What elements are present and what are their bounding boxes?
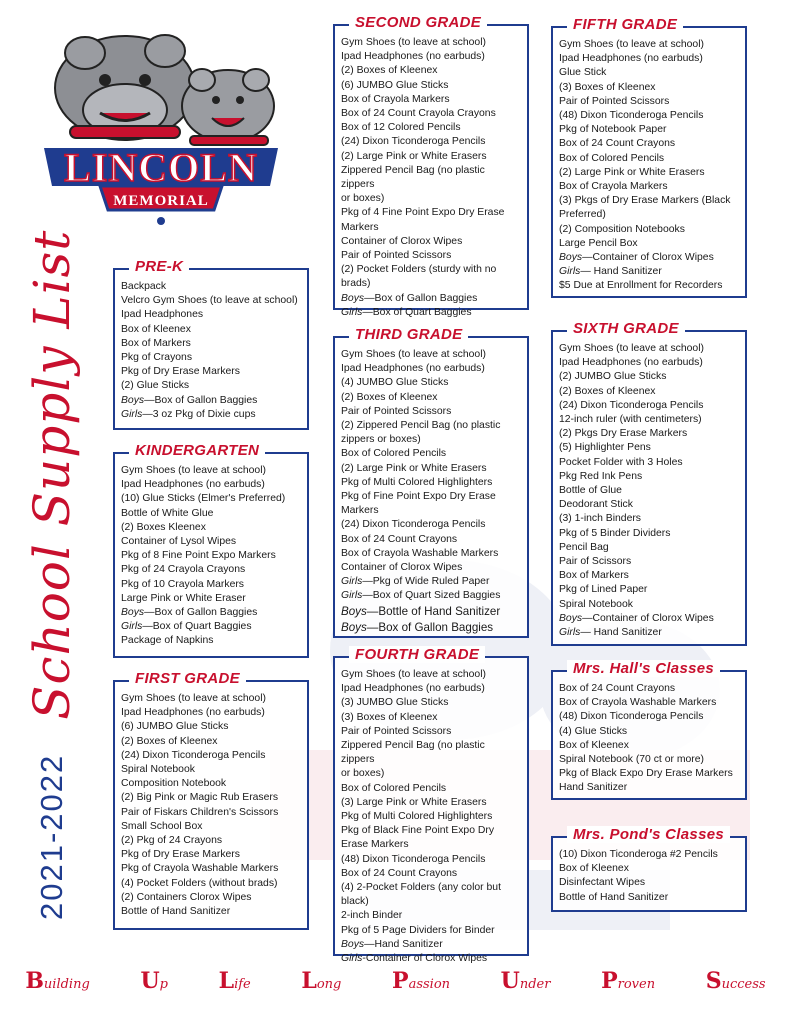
supply-item: or boxes): [341, 768, 385, 780]
section-heading: Mrs. Pond's Classes: [567, 826, 730, 843]
section-heading: THIRD GRADE: [349, 326, 468, 343]
supply-item: (6) JUMBO Glue Sticks: [341, 79, 449, 91]
supply-item: Markers: [341, 505, 379, 517]
gender-label: Boys: [341, 292, 365, 304]
motto-rest: assion: [408, 977, 451, 992]
supply-item: [559, 265, 739, 279]
gender-label: Boys: [121, 394, 145, 406]
supply-item: Spiral Notebook: [559, 598, 633, 610]
supply-item: Ipad Headphones (no earbuds): [341, 51, 485, 63]
supply-item: (24) Dixon Ticonderoga Pencils: [559, 399, 704, 411]
supply-item: [341, 620, 521, 636]
supply-item: Pkg of Black Fine Point Expo Dry: [341, 825, 495, 837]
supply-item: Gym Shoes (to leave at school): [121, 465, 266, 476]
supply-item: Pair of Pointed Scissors: [341, 725, 452, 737]
supply-item: (2) Boxes of Kleenex: [341, 65, 438, 77]
supply-item: zippers or boxes): [341, 434, 421, 446]
supply-item: Package of Napkins: [121, 635, 214, 647]
gender-label: Girls: [341, 590, 363, 602]
supply-item: Small School Box: [121, 820, 203, 832]
supply-item: Box of Crayola Markers: [559, 181, 668, 193]
item-text: —Box of Gallon Baggies: [144, 394, 258, 406]
supply-item: Box of Kleenex: [559, 739, 629, 751]
item-text: —Box of Gallon Baggies: [366, 620, 494, 634]
supply-item: [341, 604, 521, 620]
supply-item: Pkg of Multi Colored Highlighters: [341, 811, 493, 823]
item-text: —Bottle of Hand Sanitizer: [366, 604, 501, 618]
item-text: —Box of Gallon Baggies: [364, 292, 478, 304]
supply-item: Pkg of 4 Fine Point Expo Dry Erase: [341, 207, 505, 219]
gender-label: Boys: [341, 604, 367, 618]
supply-item: [121, 620, 301, 634]
motto-initial: U: [140, 968, 160, 994]
motto-word: [25, 968, 89, 994]
supply-item: (48) Dixon Ticonderoga Pencils: [559, 110, 704, 122]
supply-item: (4) JUMBO Glue Sticks: [341, 377, 449, 389]
supply-item: black): [341, 896, 369, 908]
supply-item: Glue Stick: [559, 67, 607, 79]
supply-item: Box of Colored Pencils: [341, 448, 447, 460]
supply-item: Box of 12 Colored Pencils: [341, 122, 461, 134]
supply-item: (24) Dixon Ticonderoga Pencils: [341, 519, 486, 531]
section-first-grade: [113, 670, 309, 930]
gender-label: Boys: [559, 612, 583, 624]
supply-item: Box of 24 Count Crayons: [559, 683, 676, 694]
supply-item: Container of Clorox Wipes: [341, 562, 463, 574]
motto-rest: ife: [234, 977, 251, 992]
supply-item: [341, 938, 521, 952]
supply-item: [121, 394, 301, 408]
motto-word: [219, 968, 251, 994]
item-text: —Box of Quart Baggies: [362, 306, 472, 318]
gender-label: Girls: [121, 621, 143, 633]
supply-item: Pkg of 5 Page Dividers for Binder: [341, 924, 495, 936]
supply-item: Pkg of Notebook Paper: [559, 124, 667, 136]
supply-item: Pkg of Dry Erase Markers: [121, 849, 240, 861]
supply-item: [341, 952, 521, 966]
supply-item: 2-inch Binder: [341, 910, 403, 922]
supply-item: Composition Notebook: [121, 778, 227, 790]
supply-item: Backpack: [121, 281, 167, 292]
gender-label: Boys: [341, 938, 365, 950]
supply-item: Box of Colored Pencils: [341, 782, 447, 794]
item-text: —Container of Clorox Wipes: [582, 612, 714, 624]
supply-item: Pkg of 5 Binder Dividers: [559, 527, 671, 539]
supply-item: Ipad Headphones (no earbuds): [341, 683, 485, 695]
item-text: —Box of Quart Baggies: [142, 621, 252, 633]
motto-initial: B: [25, 968, 44, 994]
supply-item: Pkg of Crayons: [121, 352, 193, 364]
supply-item: Box of 24 Count Crayons: [559, 138, 676, 150]
supply-item: Gym Shoes (to leave at school): [559, 39, 704, 50]
section-heading: SIXTH GRADE: [567, 320, 685, 337]
supply-item: [341, 292, 521, 306]
supply-item: Pkg of Black Expo Dry Erase Markers: [559, 768, 733, 780]
supply-item: (2) Big Pink or Magic Rub Erasers: [121, 792, 279, 804]
supply-item: Ipad Headphones (no earbuds): [121, 707, 265, 719]
supply-item: (4) Pocket Folders (without brads): [121, 877, 278, 889]
supply-item: Gym Shoes (to leave at school): [341, 349, 486, 360]
supply-item: Pkg of 10 Crayola Markers: [121, 578, 245, 590]
supply-item: (48) Dixon Ticonderoga Pencils: [341, 853, 486, 865]
gender-label: Girls: [341, 576, 363, 588]
supply-item: (24) Dixon Ticonderoga Pencils: [341, 136, 486, 148]
section-heading: FIFTH GRADE: [567, 16, 683, 33]
supply-item: Large Pencil Box: [559, 237, 638, 249]
supply-item: Bottle of Hand Sanitizer: [121, 906, 231, 918]
supply-item: Pencil Bag: [559, 541, 609, 553]
vertical-title: [22, 210, 82, 930]
supply-item: Deodorant Stick: [559, 499, 633, 511]
supply-item: (2) Zippered Pencil Bag (no plastic: [341, 420, 501, 432]
supply-item: 12-inch ruler (with centimeters): [559, 414, 702, 426]
supply-item: Box of Kleenex: [559, 863, 629, 875]
item-text: —3 oz Pkg of Dixie cups: [142, 408, 256, 420]
gender-label: Girls: [341, 306, 363, 318]
supply-item: Pocket Folder with 3 Holes: [559, 456, 683, 468]
item-text: — Hand Sanitizer: [580, 627, 662, 639]
supply-item: Spiral Notebook: [121, 764, 195, 776]
school-year: 2021-2022: [34, 753, 69, 920]
motto-word: [392, 968, 450, 994]
supply-item: (3) Boxes of Kleenex: [341, 711, 438, 723]
bulldog-mascot-icon: [30, 18, 292, 228]
section-heading: FOURTH GRADE: [349, 646, 485, 663]
section-fifth-grade: [551, 16, 747, 298]
gender-label: Girls: [559, 266, 581, 278]
gender-label: Boys: [559, 252, 583, 264]
supply-item: (3) Boxes of Kleenex: [559, 81, 656, 93]
gender-label: Boys: [341, 620, 367, 634]
supply-item: Pkg of Crayola Washable Markers: [121, 863, 279, 875]
section-mrs-pond: [551, 826, 747, 912]
supply-item: (10) Glue Sticks (Elmer's Preferred): [121, 493, 286, 505]
supply-item: Spiral Notebook (70 ct or more): [559, 754, 704, 766]
supply-item: Pkg of Fine Point Expo Dry Erase: [341, 491, 496, 503]
section-heading: Mrs. Hall's Classes: [567, 660, 720, 677]
supply-item: Box of 24 Count Crayola Crayons: [341, 108, 496, 120]
supply-item: (2) Pkgs Dry Erase Markers: [559, 428, 688, 440]
supply-item: (3) Pkgs of Dry Erase Markers (Black: [559, 195, 731, 207]
supply-item: [121, 408, 301, 422]
supply-item: Box of Markers: [121, 337, 191, 349]
supply-item: Pkg of Lined Paper: [559, 584, 648, 596]
supply-item: [341, 589, 521, 603]
supply-item: (2) Large Pink or White Erasers: [559, 166, 705, 178]
supply-item: (3) 1-inch Binders: [559, 513, 642, 525]
supply-item: (3) JUMBO Glue Sticks: [341, 697, 449, 709]
item-text: —Container of Clorox Wipes: [582, 252, 714, 264]
motto-initial: S: [705, 968, 722, 994]
supply-item: Pair of Pointed Scissors: [341, 405, 452, 417]
supply-item: Gym Shoes (to leave at school): [121, 693, 266, 704]
supply-item: (3) Large Pink or White Erasers: [341, 796, 487, 808]
supply-item: Bottle of Hand Sanitizer: [559, 891, 669, 903]
gender-label: Boys: [121, 607, 145, 619]
section-heading: FIRST GRADE: [129, 670, 246, 687]
supply-item: (2) Composition Notebooks: [559, 223, 685, 235]
supply-item: [559, 251, 739, 265]
item-text: — Hand Sanitizer: [580, 266, 662, 278]
supply-item: [341, 306, 521, 320]
supply-item: Pkg of Multi Colored Highlighters: [341, 476, 493, 488]
section-third-grade: [333, 326, 529, 638]
section-heading: SECOND GRADE: [349, 14, 487, 31]
section-heading: KINDERGARTEN: [129, 442, 265, 459]
item-text: —Hand Sanitizer: [364, 938, 443, 950]
supply-item: Velcro Gym Shoes (to leave at school): [121, 295, 298, 307]
supply-item: (4) Glue Sticks: [559, 725, 628, 737]
motto-footer: [0, 968, 791, 1002]
section-prek: [113, 258, 309, 430]
supply-item: Box of Crayola Markers: [341, 93, 450, 105]
supply-item: (2) Boxes of Kleenex: [559, 385, 656, 397]
supply-item: (5) Highlighter Pens: [559, 442, 651, 454]
supply-item: Box of Crayola Washable Markers: [341, 547, 499, 559]
section-heading: PRE-K: [129, 258, 189, 275]
supply-item: (2) Large Pink or White Erasers: [341, 462, 487, 474]
supply-item: (2) Boxes of Kleenex: [121, 735, 218, 747]
motto-initial: L: [218, 968, 235, 994]
supply-item: (6) JUMBO Glue Sticks: [121, 721, 229, 733]
supply-item: Pkg of 8 Fine Point Expo Markers: [121, 550, 276, 562]
motto-word: [301, 968, 341, 994]
supply-item: Pair of Pointed Scissors: [341, 250, 452, 262]
supply-item: Large Pink or White Eraser: [121, 592, 246, 604]
supply-item: Ipad Headphones (no earbuds): [559, 53, 703, 65]
supply-item: Ipad Headphones: [121, 309, 204, 321]
supply-item: brads): [341, 278, 371, 290]
supply-item: [559, 612, 739, 626]
supply-item: Zippered Pencil Bag (no plastic zippers: [341, 164, 485, 191]
supply-item: Ipad Headphones (no earbuds): [341, 363, 485, 375]
section-kindergarten: [113, 442, 309, 658]
supply-item: $5 Due at Enrollment for Recorders: [559, 280, 723, 292]
motto-initial: U: [500, 968, 520, 994]
gender-label: Girls: [559, 627, 581, 639]
supply-item: Pkg Red Ink Pens: [559, 470, 643, 482]
motto-rest: ong: [316, 977, 342, 992]
motto-rest: uilding: [43, 977, 90, 992]
supply-item: Box of 24 Count Crayons: [341, 533, 458, 545]
motto-word: [706, 968, 766, 994]
supply-item: Preferred): [559, 209, 606, 221]
supply-item: [559, 626, 739, 640]
supply-item: Markers: [341, 221, 379, 233]
supply-item: Bottle of White Glue: [121, 507, 214, 519]
supply-item: Gym Shoes (to leave at school): [341, 669, 486, 680]
supply-item: (2) Pkg of 24 Crayons: [121, 835, 223, 847]
item-text: —Pkg of Wide Ruled Paper: [362, 576, 490, 588]
supply-item: Pkg of Dry Erase Markers: [121, 366, 240, 378]
gender-label: Girls: [341, 953, 363, 965]
motto-initial: P: [601, 968, 618, 994]
supply-item: (2) Glue Sticks: [121, 380, 190, 392]
motto-initial: L: [301, 968, 317, 994]
supply-item: (2) Boxes of Kleenex: [341, 391, 438, 403]
supply-item: Pair of Fiskars Children's Scissors: [121, 806, 279, 818]
supply-item: Pair of Scissors: [559, 556, 632, 568]
motto-rest: roven: [617, 977, 656, 992]
supply-item: (2) JUMBO Glue Sticks: [559, 371, 667, 383]
supply-item: Box of Crayola Washable Markers: [559, 697, 717, 709]
supply-item: (2) Pocket Folders (sturdy with no: [341, 264, 497, 276]
item-text: —Box of Gallon Baggies: [144, 607, 258, 619]
supply-list-title: School Supply List: [23, 229, 81, 720]
supply-item: (2) Containers Clorox Wipes: [121, 891, 252, 903]
supply-item: (2) Large Pink or White Erasers: [341, 150, 487, 162]
supply-item: Hand Sanitizer: [559, 782, 628, 794]
section-fourth-grade: [333, 646, 529, 965]
supply-item: (10) Dixon Ticonderoga #2 Pencils: [559, 849, 718, 860]
motto-initial: P: [392, 968, 409, 994]
supply-item: or boxes): [341, 193, 385, 205]
supply-item: Box of 24 Count Crayons: [341, 867, 458, 879]
supply-item: (4) 2-Pocket Folders (any color but: [341, 882, 501, 894]
paw-icon: [157, 217, 165, 225]
motto-word: [601, 968, 655, 994]
supply-item: Box of Markers: [559, 570, 629, 582]
supply-item: (48) Dixon Ticonderoga Pencils: [559, 711, 704, 723]
section-sixth-grade: [551, 320, 747, 646]
supply-item: Disinfectant Wipes: [559, 877, 646, 889]
supply-item: Box of Kleenex: [121, 323, 191, 335]
item-text: -Container of Clorox Wipes: [362, 953, 488, 965]
supply-item: Gym Shoes (to leave at school): [559, 343, 704, 354]
motto-word: [501, 968, 551, 994]
motto-rest: nder: [519, 977, 551, 992]
supply-item: [341, 575, 521, 589]
supply-item: Box of Colored Pencils: [559, 152, 665, 164]
supply-item: Ipad Headphones (no earbuds): [559, 357, 703, 369]
supply-item: Erase Markers: [341, 839, 409, 851]
supply-item: Pkg of 24 Crayola Crayons: [121, 564, 246, 576]
item-text: —Box of Quart Sized Baggies: [362, 590, 501, 602]
supply-item: Gym Shoes (to leave at school): [341, 37, 486, 48]
logo-line2: MEMORIAL: [113, 193, 209, 209]
motto-rest: uccess: [721, 977, 766, 992]
section-second-grade: [333, 14, 529, 318]
supply-item: Zippered Pencil Bag (no plastic zippers: [341, 740, 485, 766]
lincoln-memorial-logo: [30, 18, 292, 228]
supply-item: Container of Lysol Wipes: [121, 536, 237, 548]
supply-item: Bottle of Glue: [559, 485, 622, 497]
motto-rest: p: [159, 977, 168, 992]
gender-label: Girls: [121, 408, 143, 420]
supply-item: Pair of Pointed Scissors: [559, 95, 670, 107]
supply-item: Container of Clorox Wipes: [341, 235, 463, 247]
supply-item: Ipad Headphones (no earbuds): [121, 479, 265, 491]
section-mrs-hall: [551, 660, 747, 800]
logo-line1: LINCOLN: [64, 145, 258, 190]
motto-word: [140, 968, 168, 994]
supply-item: [121, 606, 301, 620]
supply-item: (2) Boxes Kleenex: [121, 521, 206, 533]
supply-item: (24) Dixon Ticonderoga Pencils: [121, 749, 266, 761]
